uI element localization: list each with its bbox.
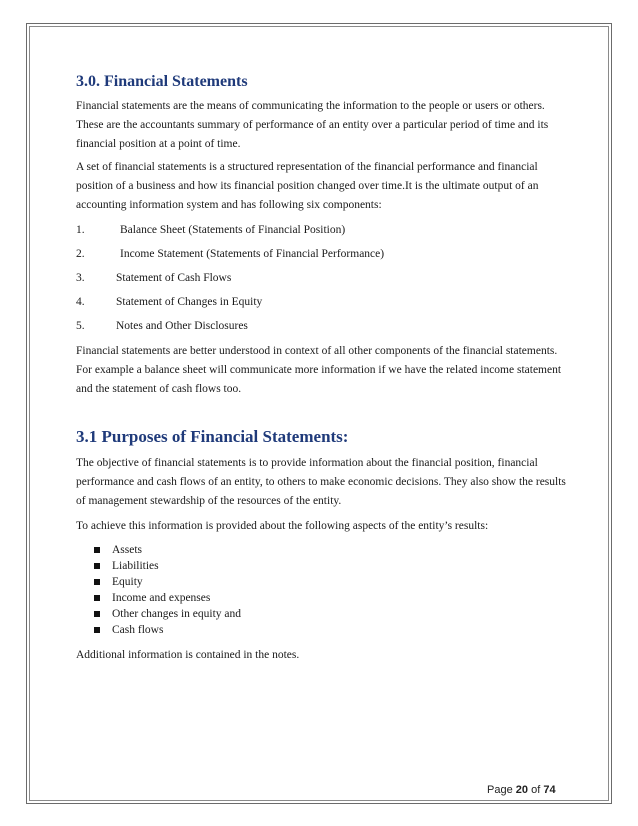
list-item-number: 1. (76, 224, 85, 237)
paragraph-notes: Additional information is contained in the notes. (76, 648, 300, 661)
list-item (94, 574, 566, 590)
page-number-total: 74 (543, 784, 556, 796)
paragraph-objective: The objective of financial statements is to provide information about the financial position, financial performance and cash flows of an entity, to others to make economic decisions. They also show the results of management stewardship of the resources of the entity. (76, 456, 566, 507)
page-number-current: 20 (515, 784, 529, 796)
square-bullet-icon (94, 579, 100, 585)
list-item-text: Equity (112, 575, 143, 588)
paragraph-context: Financial statements are better understood in context of all other components of the financial statements. For example a balance sheet will communicate more information if we have the related income statement and the statement of cash flows too. (76, 345, 562, 396)
paragraph-intro: Financial statements are the means of communicating the information to the people or users or others. These are the accountants summary of performance of an entity over a particular period of time and its financial position at a point of time. (76, 100, 549, 151)
list-item-number: 3. (76, 272, 85, 285)
section-heading-3-1: 3.1 Purposes of Financial Statements: (76, 427, 349, 447)
list-item-text: Balance Sheet (Statements of Financial Position) (120, 224, 346, 237)
list-item (76, 317, 566, 336)
list-item-number: 4. (76, 296, 85, 309)
list-item-text: Statement of Changes in Equity (116, 296, 263, 309)
paragraph-components-intro: A set of financial statements is a structured representation of the financial performance and financial position of a business and how its financial position changed over time.It is the ultimate output of an accounting information system and has following six components: (76, 161, 539, 212)
list-item-number: 5. (76, 320, 85, 333)
page-number-prefix: Page (487, 784, 513, 796)
square-bullet-icon (94, 547, 100, 553)
list-item-text: Income Statement (Statements of Financial Performance) (120, 248, 385, 261)
square-bullet-icon (94, 563, 100, 569)
list-item (76, 293, 566, 312)
list-item-text: Notes and Other Disclosures (116, 320, 248, 333)
section-heading-3-0: 3.0. Financial Statements (76, 73, 248, 90)
list-item (76, 221, 566, 240)
list-item (94, 558, 566, 574)
list-item-number: 2. (76, 248, 85, 261)
aspects-bullet-list (76, 542, 566, 638)
list-item-text: Liabilities (112, 559, 159, 572)
page-number-of: of (531, 784, 541, 796)
list-item (76, 269, 566, 288)
list-item-text: Other changes in equity and (112, 607, 242, 620)
square-bullet-icon (94, 627, 100, 633)
list-item (94, 542, 566, 558)
square-bullet-icon (94, 611, 100, 617)
list-item (94, 606, 566, 622)
list-item (94, 622, 566, 638)
list-item (94, 590, 566, 606)
list-item-text: Assets (112, 543, 143, 556)
list-item-text: Statement of Cash Flows (116, 272, 232, 285)
paragraph-aspects-intro: To achieve this information is provided about the following aspects of the entity’s results: (76, 519, 489, 532)
list-item-text: Income and expenses (112, 591, 211, 604)
list-item (76, 245, 566, 264)
page-number (487, 784, 556, 796)
components-list (76, 221, 566, 336)
document-body (76, 72, 566, 665)
square-bullet-icon (94, 595, 100, 601)
list-item-text: Cash flows (112, 623, 164, 636)
